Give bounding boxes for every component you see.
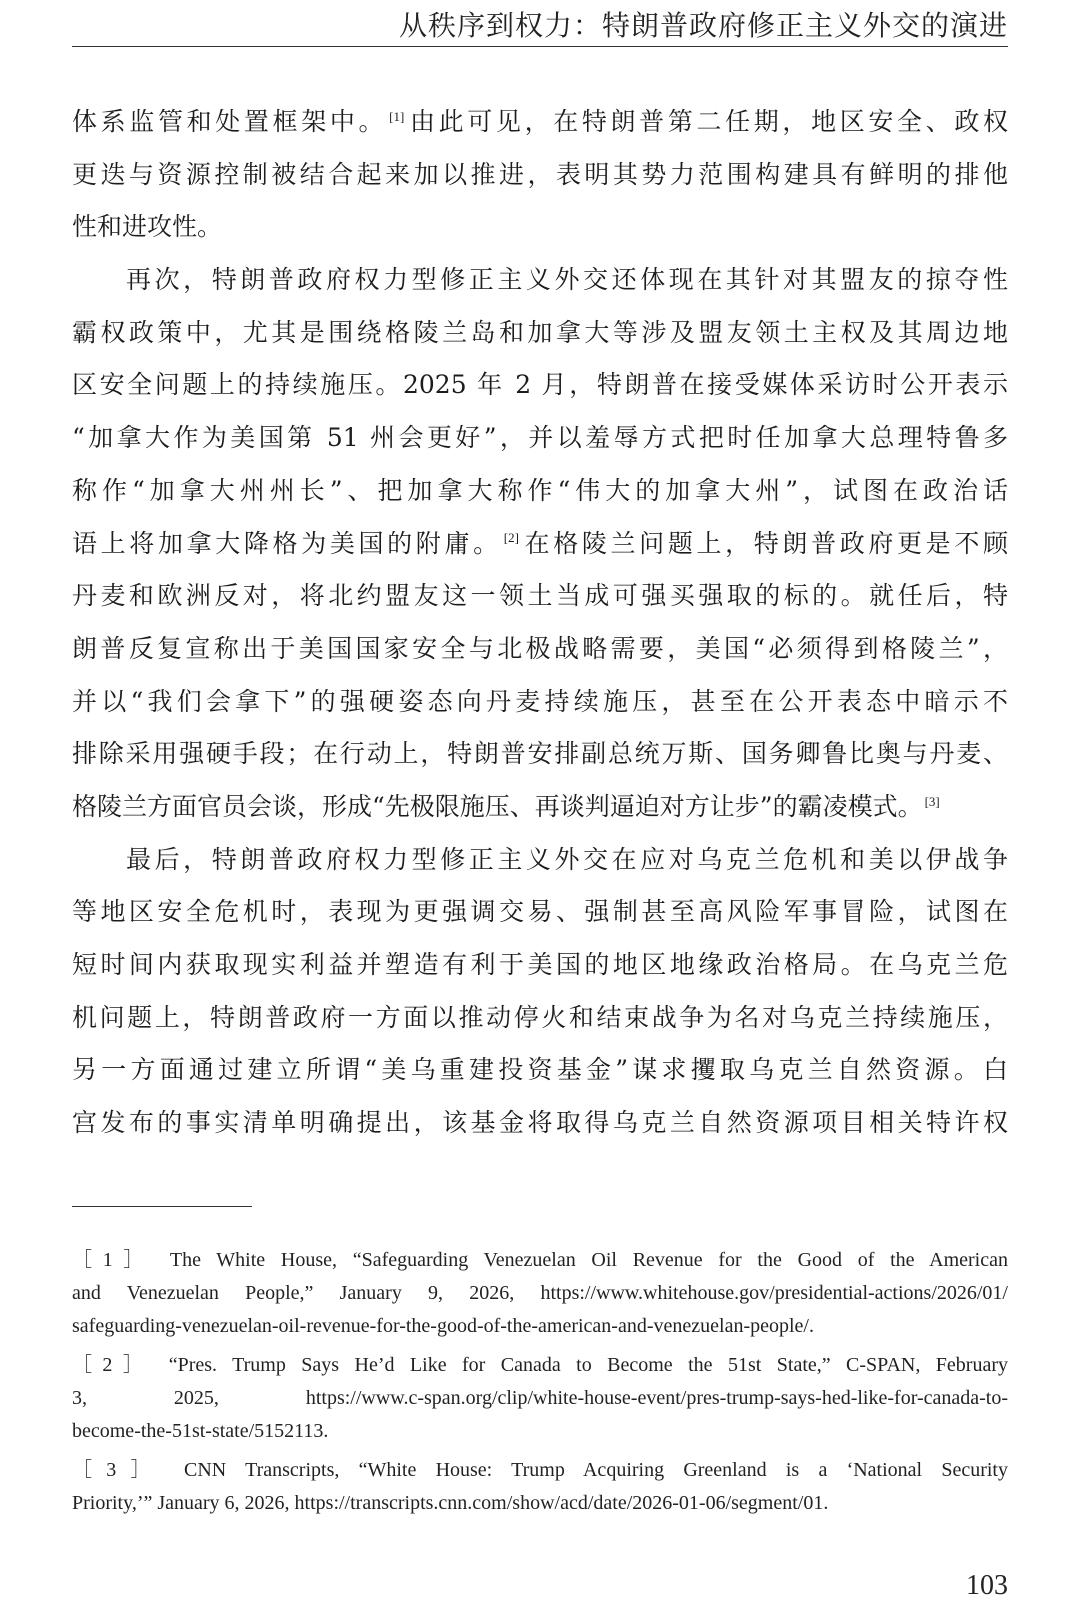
page-number: 103 [966, 1570, 1008, 1601]
line-text: 排除采用强硬手段；在行动上，特朗普安排副总统万斯、国务卿鲁比奥与丹麦、 [72, 739, 1008, 769]
footnote-ref-1[interactable]: [1] [389, 108, 405, 124]
line-text: 另一方面通过建立所谓“美乌重建投资基金”谋求攫取乌克兰自然资源。白 [72, 1055, 1008, 1085]
body-line [72, 518, 1008, 571]
line-text: 体系监管和处置框架中。 [72, 107, 388, 136]
footnote-ref-2[interactable]: [2] [503, 530, 519, 546]
line-text: 并以“我们会拿下”的强硬姿态向丹麦持续施压，甚至在公开表态中暗示不 [72, 686, 1008, 716]
footnote-1-line: safeguarding-venezuelan-oil-revenue-for-the-good-of-the-american-and-venezuelan-people/. [72, 1315, 814, 1337]
line-text: 由此可见，在特朗普第二任期，地区安全、政权 [406, 107, 1008, 136]
body-line [72, 201, 1008, 254]
running-header-title: 从秩序到权力：特朗普政府修正主义外交的演进 [398, 9, 1008, 42]
line-text: 在格陵兰问题上，特朗普政府更是不顾 [520, 528, 1008, 558]
body-line [72, 1044, 1008, 1097]
body-line [72, 412, 1008, 465]
line-text: 霸权政策中，尤其是围绕格陵兰岛和加拿大等涉及盟友领土主权及其周边地 [72, 317, 1008, 347]
line-text: 语上将加拿大降格为美国的附庸。 [72, 528, 502, 558]
body-line [72, 992, 1008, 1045]
line-text: 朗普反复宣称出于美国国家安全与北极战略需要，美国“必须得到格陵兰”， [72, 633, 1008, 663]
footnote-3-line: ［3］ CNN Transcripts, “White House: Trump Acquiring Greenland is a ‘National Security [72, 1459, 1008, 1481]
body-line [72, 781, 1008, 834]
body-line [72, 834, 1008, 887]
body-line [72, 465, 1008, 518]
body-line [72, 886, 1008, 939]
body-line [72, 939, 1008, 992]
footnote-ref-3[interactable]: [3] [924, 793, 940, 809]
footnote-2-line: ［2］ “Pres. Trump Says He’d Like for Canada to Become the 51st State,” C-SPAN, February [72, 1354, 1008, 1376]
footnote-2-line: become-the-51st-state/5152113. [72, 1420, 329, 1442]
body-text [72, 96, 1008, 1150]
line-text: 短时间内获取现实利益并塑造有利于美国的地区地缘政治格局。在乌克兰危 [72, 950, 1008, 979]
body-line [72, 307, 1008, 360]
line-text: 区安全问题上的持续施压。2025 年 2 月，特朗普在接受媒体采访时公开表示 [72, 370, 1008, 400]
running-header [72, 0, 1008, 47]
body-line [72, 570, 1008, 623]
footnote-2-line: 3, 2025, https://www.c-span.org/clip/white-house-event/pres-trump-says-hed-like-for-canada-to- [72, 1387, 1008, 1409]
body-line [72, 359, 1008, 412]
body-line [72, 728, 1008, 781]
line-text: 性和进攻性。 [72, 212, 223, 242]
body-line [72, 149, 1008, 202]
footnote-1-line: and Venezuelan People,” January 9, 2026, https://www.whitehouse.gov/presidential-actions/2026/01/ [72, 1282, 1008, 1304]
body-line [72, 676, 1008, 729]
body-line [72, 1097, 1008, 1150]
line-text: 丹麦和欧洲反对，将北约盟友这一领土当成可强买强取的标的。就任后，特 [72, 581, 1008, 611]
line-text: 宫发布的事实清单明确提出，该基金将取得乌克兰自然资源项目相关特许权 [72, 1108, 1008, 1138]
line-text: 格陵兰方面官员会谈，形成“先极限施压、再谈判逼迫对方让步”的霸凌模式。 [72, 791, 923, 821]
body-line [72, 623, 1008, 676]
line-text: 机问题上，特朗普政府一方面以推动停火和结束战争为名对乌克兰持续施压， [72, 1002, 1008, 1032]
footnote-3-line: Priority,’” January 6, 2026, https://transcripts.cnn.com/show/acd/date/2026-01-06/segment/01. [72, 1492, 829, 1514]
line-text: 再次，特朗普政府权力型修正主义外交还体现在其针对其盟友的掠夺性 [126, 265, 1008, 295]
line-text: 更迭与资源控制被结合起来加以推进，表明其势力范围构建具有鲜明的排他 [72, 159, 1008, 189]
body-line [72, 96, 1008, 149]
line-text: 最后，特朗普政府权力型修正主义外交在应对乌克兰危机和美以伊战争 [126, 844, 1008, 874]
line-text: “加拿大作为美国第 51 州会更好”，并以羞辱方式把时任加拿大总理特鲁多 [72, 423, 1008, 453]
footnote-1-line: ［1］ The White House, “Safeguarding Venezuelan Oil Revenue for the Good of the American [72, 1249, 1008, 1271]
line-text: 等地区安全危机时，表现为更强调交易、强制甚至高风险军事冒险，试图在 [72, 897, 1008, 927]
footnote-separator [72, 1206, 252, 1207]
line-text: 称作“加拿大州州长”、把加拿大称作“伟大的加拿大州”，试图在政治话 [72, 475, 1008, 505]
footnotes [72, 1244, 1008, 1520]
body-line [72, 254, 1008, 307]
